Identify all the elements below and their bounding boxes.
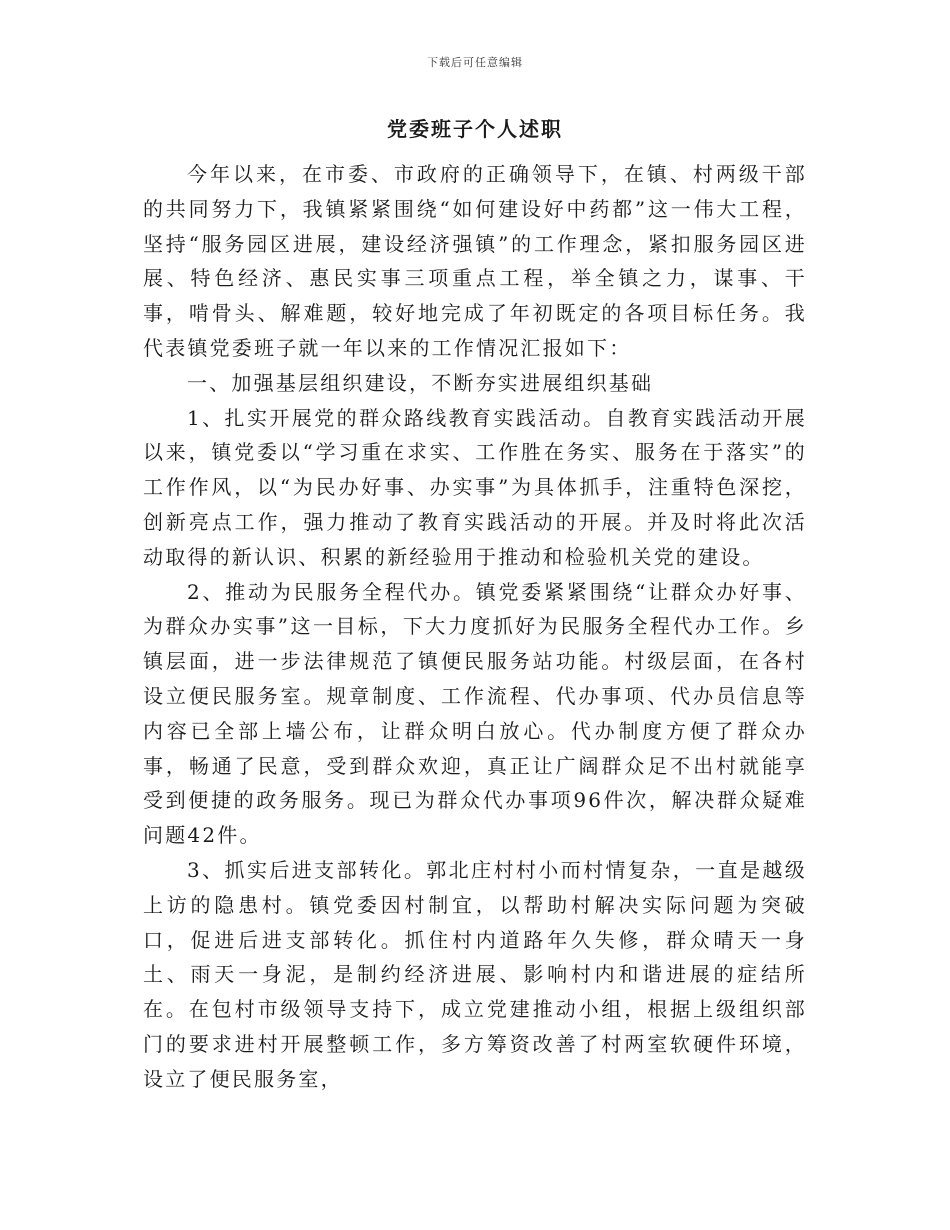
paragraph-item-2: 2、推动为民服务全程代办。镇党委紧紧围绕“让群众办好事、为群众办实事”这一目标，下大力度抓好为民服务全程代办工作。乡镇层面，进一步法律规范了镇便民服务站功能。村级层面，在各村设立便民服务室。规章制度、工作流程、代办事项、代办员信息等内容已全部上墙公布，让群众明白放心。代办制度方便了群众办事，畅通了民意，受到群众欢迎，真正让广阔群众足不出村就能享受到便捷的政务服务。现已为群众代办事项96件次，解决群众疑难问题42件。	[143, 579, 807, 848]
document-body	[143, 157, 807, 1097]
section-heading-1: 一、加强基层组织建设，不断夯实进展组织基础	[187, 370, 654, 395]
paragraph-intro: 今年以来，在市委、市政府的正确领导下，在镇、村两级干部的共同努力下，我镇紧紧围绕“如何建设好中药都”这一伟大工程，坚持“服务园区进展，建设经济强镇”的工作理念，紧扣服务园区进展、特色经济、惠民实事三项重点工程，举全镇之力，谋事、干事，啃骨头、解难题，较好地完成了年初既定的各项目标任务。我代表镇党委班子就一年以来的工作情况汇报如下：	[143, 162, 807, 360]
document-title: 党委班子个人述职	[387, 117, 563, 141]
paragraph-item-3: 3、抓实后进支部转化。郭北庄村村小而村情复杂，一直是越级上访的隐患村。镇党委因村制宜，以帮助村解决实际问题为突破口，促进后进支部转化。抓住村内道路年久失修，群众晴天一身土、雨天一身泥，是制约经济进展、影响村内和谐进展的症结所在。在包村市级领导支持下，成立党建推动小组，根据上级组织部门的要求进村开展整顿工作，多方筹资改善了村两室软硬件环境，设立了便民服务室，	[143, 857, 807, 1091]
paragraph-item-1: 1、扎实开展党的群众路线教育实践活动。自教育实践活动开展以来，镇党委以“学习重在求实、工作胜在务实、服务在于落实”的工作作风，以“为民办好事、办实事”为具体抓手，注重特色深挖，创新亮点工作，强力推动了教育实践活动的开展。并及时将此次活动取得的新认识、积累的新经验用于推动和检验机关党的建设。	[143, 405, 807, 569]
header-note: 下载后可任意编辑	[427, 56, 523, 69]
